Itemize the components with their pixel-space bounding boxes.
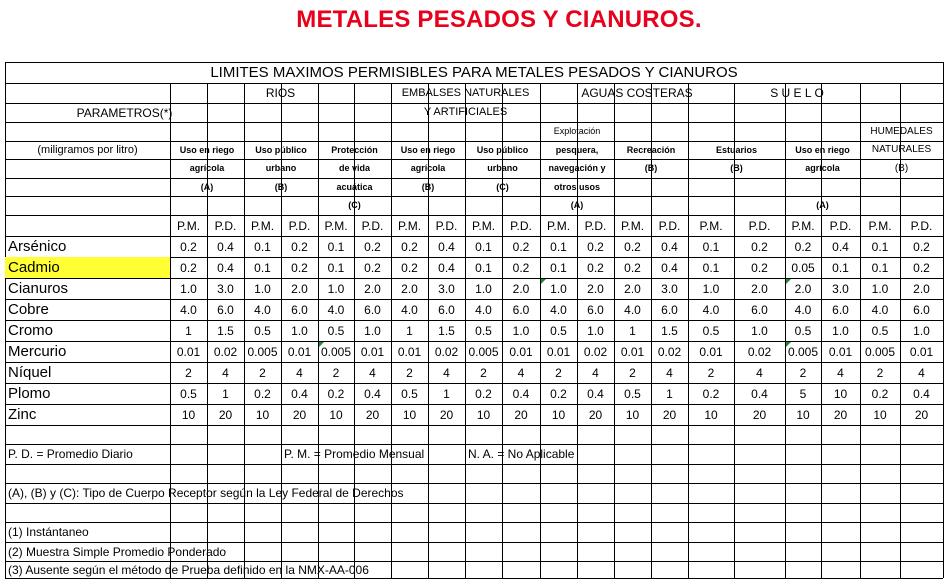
use-label: (A): [816, 200, 829, 210]
value-cell: 0.2: [401, 239, 418, 254]
value-cell: 0.5: [254, 323, 271, 338]
use-label: urbano: [487, 163, 518, 173]
use-label: (C): [496, 181, 509, 192]
page-title: METALES PESADOS Y CIANUROS.: [296, 6, 702, 33]
use-label: agrícola: [805, 163, 840, 173]
value-cell: 0.4: [217, 239, 234, 254]
pd-header: P.D.: [829, 218, 852, 233]
value-cell: 0.2: [364, 239, 381, 254]
value-cell: 1.0: [180, 281, 197, 296]
pm-header: P.M.: [868, 218, 892, 233]
value-cell: 0.2: [180, 260, 197, 275]
value-cell: 6.0: [661, 302, 678, 317]
use-label: Uso público: [255, 144, 307, 155]
value-cell: 0.02: [657, 344, 682, 359]
value-cell: 0.01: [360, 344, 385, 359]
value-cell: 0.2: [871, 386, 889, 401]
use-label: (C): [348, 200, 361, 210]
value-cell: 1.0: [512, 323, 530, 338]
pm-header: P.M.: [324, 218, 348, 233]
value-cell: 0.4: [661, 239, 678, 254]
use-label: [391, 196, 465, 215]
value-cell: 2.0: [624, 281, 641, 296]
value-cell: 20: [292, 407, 307, 422]
value-cell: 3.0: [661, 281, 678, 296]
value-cell: 2.0: [794, 281, 812, 296]
parameter-name: Plomo: [8, 385, 51, 402]
value-cell: 1: [406, 323, 413, 338]
value-cell: 0.4: [217, 260, 234, 275]
value-cell: 10: [873, 407, 887, 422]
value-cell: 10: [402, 407, 417, 422]
value-cell: 0.005: [468, 344, 499, 359]
pd-header: P.D.: [510, 218, 532, 233]
parameter-name: Cianuros: [8, 280, 69, 297]
value-cell: 1.0: [475, 281, 492, 296]
value-cell: 1.5: [438, 323, 455, 338]
footnote-pm: P. M. = Promedio Mensual: [284, 447, 425, 461]
value-cell: 10: [796, 407, 810, 422]
value-cell: 4: [837, 365, 844, 380]
value-cell: 1.0: [291, 323, 308, 338]
use-label: agrícola: [410, 163, 446, 173]
use-label: Uso en riego: [795, 144, 850, 155]
comment-marker-icon: [786, 342, 791, 347]
value-cell: 1.0: [587, 323, 604, 338]
value-cell: 0.005: [247, 344, 278, 359]
value-cell: 20: [514, 407, 528, 422]
value-cell: 5: [799, 386, 807, 401]
value-cell: 4: [517, 365, 525, 380]
pd-header: P.D.: [584, 218, 607, 233]
value-cell: 6.0: [217, 302, 234, 317]
value-cell: 2: [555, 365, 562, 380]
value-cell: 1: [222, 386, 229, 401]
value-cell: 4.0: [794, 302, 812, 317]
value-cell: 0.4: [751, 386, 768, 401]
value-cell: 0.2: [327, 386, 345, 401]
value-cell: 1.0: [327, 281, 345, 296]
pd-header: P.D.: [435, 218, 458, 233]
value-cell: 1.0: [871, 281, 889, 296]
use-label: Protección: [331, 144, 378, 155]
header-rios: RIOS: [265, 86, 296, 100]
value-cell: 1.0: [751, 323, 768, 338]
value-cell: 2.0: [401, 281, 418, 296]
value-cell: 4.0: [871, 302, 889, 317]
value-cell: 1: [443, 386, 450, 401]
value-cell: 0.01: [397, 344, 422, 359]
parameter-name: Arsénico: [8, 238, 67, 255]
value-cell: 6.0: [291, 302, 308, 317]
value-cell: 0.1: [254, 260, 271, 275]
value-cell: 0.5: [702, 323, 720, 338]
value-cell: 6.0: [438, 302, 455, 317]
value-cell: 0.1: [327, 260, 345, 275]
value-cell: 6.0: [913, 302, 930, 317]
value-cell: 0.5: [475, 323, 492, 338]
value-cell: 0.2: [401, 260, 418, 275]
value-cell: 0.01: [699, 344, 723, 359]
value-cell: 2: [799, 365, 807, 380]
use-label: Uso público: [476, 144, 529, 155]
value-cell: 6.0: [587, 302, 604, 317]
use-label: [688, 178, 785, 196]
value-cell: 2: [332, 365, 340, 380]
use-label: Uso en riego: [400, 144, 456, 155]
value-cell: 4.0: [327, 302, 345, 317]
footnote-3: (3) Ausente según el método de Prueba definido en la NMX-AA-006: [8, 562, 369, 577]
pd-header: P.D.: [748, 218, 771, 233]
value-cell: 20: [662, 407, 677, 422]
value-cell: 0.2: [291, 239, 308, 254]
value-cell: 0.2: [794, 239, 812, 254]
value-cell: 0.02: [747, 344, 772, 359]
value-cell: 1.0: [913, 323, 930, 338]
value-cell: 0.4: [913, 386, 930, 401]
use-label: (A): [200, 181, 214, 192]
header-parametros: PARAMETROS(*): [76, 105, 173, 120]
value-cell: 4: [369, 365, 376, 380]
value-cell: 1: [666, 386, 673, 401]
use-label: [614, 178, 688, 196]
value-cell: 10: [255, 407, 270, 422]
parameter-name: Zinc: [8, 406, 37, 423]
footnote-pd: P. D. = Promedio Diario: [8, 447, 133, 461]
use-label: (A): [570, 200, 584, 210]
value-cell: 0.01: [620, 344, 645, 359]
value-cell: 0.4: [438, 239, 455, 254]
header-unidades: (miligramos por litro): [37, 143, 138, 156]
value-cell: 0.05: [791, 260, 815, 275]
value-cell: 2.0: [512, 281, 530, 296]
grid-vline: [943, 62, 944, 578]
value-cell: 0.01: [909, 344, 934, 359]
value-cell: 0.5: [180, 386, 197, 401]
pd-header: P.D.: [658, 218, 681, 233]
use-label: navegación y: [548, 163, 606, 173]
value-cell: 20: [752, 407, 767, 422]
value-cell: 20: [588, 407, 603, 422]
comment-marker-icon: [786, 279, 791, 284]
value-cell: 20: [365, 407, 380, 422]
value-cell: 2: [480, 365, 487, 380]
use-label: Uso en riego: [179, 144, 235, 155]
use-label: [244, 196, 318, 215]
value-cell: 0.01: [828, 344, 853, 359]
use-label: [785, 178, 860, 196]
header-aguas-costeras: AGUAS COSTERAS: [581, 86, 693, 100]
header-humedales-2: NATURALES: [871, 144, 932, 155]
grid-hline: [5, 464, 943, 465]
use-label: de vida: [338, 163, 370, 173]
value-cell: 4.0: [401, 302, 418, 317]
use-label: (B): [730, 163, 743, 173]
value-cell: 3.0: [438, 281, 455, 296]
parameter-name: Cadmio: [5, 257, 170, 278]
footnote-na: N. A. = No Aplicable: [468, 447, 575, 461]
use-label: Recreación: [626, 144, 676, 155]
value-cell: 1.0: [550, 281, 567, 296]
value-cell: 0.01: [509, 344, 533, 359]
pm-header: P.M.: [620, 218, 645, 233]
value-cell: 0.1: [832, 260, 849, 275]
header-humedales: HUMEDALES: [870, 125, 933, 137]
value-cell: 20: [439, 407, 454, 422]
value-cell: 0.1: [871, 260, 889, 275]
value-cell: 4: [443, 365, 450, 380]
value-cell: 6.0: [832, 302, 849, 317]
footnote-receptor: (A), (B) y (C): Tipo de Cuerpo Receptor según la Ley Federal de Derechos: [8, 486, 404, 500]
pd-header: P.D.: [910, 218, 933, 233]
value-cell: 3.0: [217, 281, 234, 296]
pm-header: P.M.: [791, 218, 815, 233]
value-cell: 0.2: [512, 260, 530, 275]
use-label: otros usos: [553, 181, 600, 192]
value-cell: 4.0: [702, 302, 720, 317]
value-cell: 2.0: [751, 281, 768, 296]
parameter-name: Níquel: [8, 364, 52, 381]
value-cell: 0.2: [751, 239, 768, 254]
value-cell: 0.2: [512, 239, 530, 254]
pm-header: P.M.: [176, 218, 201, 233]
value-cell: 1.0: [254, 281, 271, 296]
value-cell: 2: [707, 365, 715, 380]
header-explotacion: Explotación: [553, 126, 601, 136]
value-cell: 2.0: [291, 281, 308, 296]
grid-hline: [5, 122, 943, 123]
value-cell: 0.5: [871, 323, 889, 338]
value-cell: 0.4: [832, 239, 849, 254]
value-cell: 0.2: [291, 260, 308, 275]
header-suelo: S U E L O: [770, 86, 824, 100]
value-cell: 0.2: [475, 386, 492, 401]
value-cell: 0.02: [434, 344, 459, 359]
value-cell: 4: [666, 365, 673, 380]
footnote-2: (2) Muestra Simple Promedio Ponderado: [8, 544, 227, 559]
value-cell: 0.2: [180, 239, 197, 254]
value-cell: 0.1: [702, 239, 720, 254]
value-cell: 2: [259, 365, 266, 380]
value-cell: 10: [181, 407, 196, 422]
value-cell: 0.1: [327, 239, 345, 254]
value-cell: 0.2: [550, 386, 567, 401]
pd-header: P.D.: [361, 218, 384, 233]
pm-header: P.M.: [546, 218, 571, 233]
value-cell: 0.4: [364, 386, 381, 401]
use-label: urbano: [265, 163, 297, 173]
value-cell: 0.4: [291, 386, 308, 401]
comment-marker-icon: [319, 342, 324, 347]
use-label: (B): [421, 181, 435, 192]
value-cell: 0.4: [587, 386, 604, 401]
value-cell: 4: [918, 365, 925, 380]
value-cell: 20: [218, 407, 233, 422]
header-humedales-3: (B): [894, 162, 909, 174]
pm-header: P.M.: [397, 218, 422, 233]
parameter-name: Mercurio: [8, 343, 67, 360]
value-cell: 4.0: [475, 302, 492, 317]
pm-header: P.M.: [250, 218, 275, 233]
value-cell: 0.2: [702, 386, 720, 401]
value-cell: 10: [625, 407, 640, 422]
use-label: agrícola: [189, 163, 225, 173]
use-label: pesquera,: [555, 144, 599, 155]
value-cell: 1.0: [832, 323, 849, 338]
header-embalses: EMBALSES NATURALES: [401, 86, 530, 99]
comment-marker-icon: [541, 279, 546, 284]
value-cell: 0.2: [751, 260, 768, 275]
value-cell: 0.1: [475, 239, 492, 254]
value-cell: 0.2: [587, 260, 604, 275]
value-cell: 0.005: [864, 344, 896, 359]
value-cell: 10: [551, 407, 566, 422]
value-cell: 10: [476, 407, 491, 422]
value-cell: 0.02: [213, 344, 238, 359]
value-cell: 2: [185, 365, 192, 380]
value-cell: 0.1: [550, 239, 567, 254]
value-cell: 4.0: [550, 302, 567, 317]
value-cell: 0.2: [587, 239, 604, 254]
use-label: (B): [274, 181, 288, 192]
value-cell: 6.0: [512, 302, 530, 317]
value-cell: 0.01: [287, 344, 312, 359]
value-cell: 0.5: [794, 323, 812, 338]
value-cell: 0.1: [475, 260, 492, 275]
value-cell: 0.2: [364, 260, 381, 275]
value-cell: 2.0: [913, 281, 930, 296]
value-cell: 4: [296, 365, 303, 380]
parameter-name: Cobre: [8, 301, 49, 318]
value-cell: 2: [629, 365, 636, 380]
value-cell: 6.0: [751, 302, 768, 317]
value-cell: 0.2: [913, 260, 930, 275]
value-cell: 0.1: [254, 239, 271, 254]
header-embalses-2: Y ARTIFICIALES: [423, 106, 508, 118]
use-label: Estuarios: [715, 144, 757, 155]
value-cell: 10: [704, 407, 718, 422]
value-cell: 4: [222, 365, 229, 380]
value-cell: 20: [833, 407, 848, 422]
use-label: [170, 196, 244, 215]
value-cell: 1.0: [702, 281, 720, 296]
value-cell: 6.0: [364, 302, 381, 317]
pd-header: P.D.: [288, 218, 311, 233]
grid-hline: [5, 503, 943, 504]
value-cell: 1: [629, 323, 636, 338]
value-cell: 10: [329, 407, 343, 422]
pm-header: P.M.: [699, 218, 723, 233]
grid-hline: [5, 425, 943, 426]
value-cell: 4: [592, 365, 599, 380]
pm-header: P.M.: [471, 218, 496, 233]
value-cell: 0.4: [512, 386, 530, 401]
value-cell: 4.0: [624, 302, 641, 317]
value-cell: 0.01: [176, 344, 201, 359]
value-cell: 0.2: [624, 260, 641, 275]
use-label: [614, 196, 688, 215]
use-label: acuática: [336, 181, 373, 192]
value-cell: 0.01: [546, 344, 571, 359]
use-label: [465, 196, 540, 215]
value-cell: 2: [876, 365, 884, 380]
value-cell: 0.2: [624, 239, 641, 254]
grid-hline: [5, 578, 943, 579]
pd-header: P.D.: [214, 218, 237, 233]
use-label: (B): [644, 163, 658, 173]
value-cell: 0.005: [320, 344, 352, 359]
value-cell: 0.1: [871, 239, 889, 254]
value-cell: 4: [756, 365, 763, 380]
value-cell: 20: [914, 407, 929, 422]
value-cell: 0.1: [702, 260, 720, 275]
value-cell: 0.1: [550, 260, 567, 275]
value-cell: 1.5: [217, 323, 234, 338]
value-cell: 1.5: [661, 323, 678, 338]
value-cell: 4.0: [180, 302, 197, 317]
parameter-name: Cromo: [8, 322, 54, 339]
value-cell: 0.4: [661, 260, 678, 275]
value-cell: 2.0: [364, 281, 381, 296]
footnote-1: (1) Instántaneo: [8, 525, 89, 539]
value-cell: 0.005: [787, 344, 819, 359]
value-cell: 2.0: [587, 281, 604, 296]
value-cell: 1.0: [364, 323, 381, 338]
value-cell: 10: [833, 386, 848, 401]
value-cell: 0.5: [327, 323, 345, 338]
value-cell: 0.4: [438, 260, 455, 275]
value-cell: 0.02: [583, 344, 608, 359]
value-cell: 1: [185, 323, 192, 338]
value-cell: 0.5: [401, 386, 418, 401]
value-cell: 4.0: [254, 302, 271, 317]
use-label: [688, 196, 785, 215]
value-cell: 0.2: [254, 386, 271, 401]
value-cell: 0.2: [913, 239, 930, 254]
value-cell: 2: [406, 365, 413, 380]
value-cell: 0.5: [624, 386, 641, 401]
table-main-header: LIMITES MAXIMOS PERMISIBLES PARA METALES PESADOS Y CIANUROS: [210, 64, 738, 81]
value-cell: 3.0: [832, 281, 849, 296]
value-cell: 0.5: [550, 323, 567, 338]
